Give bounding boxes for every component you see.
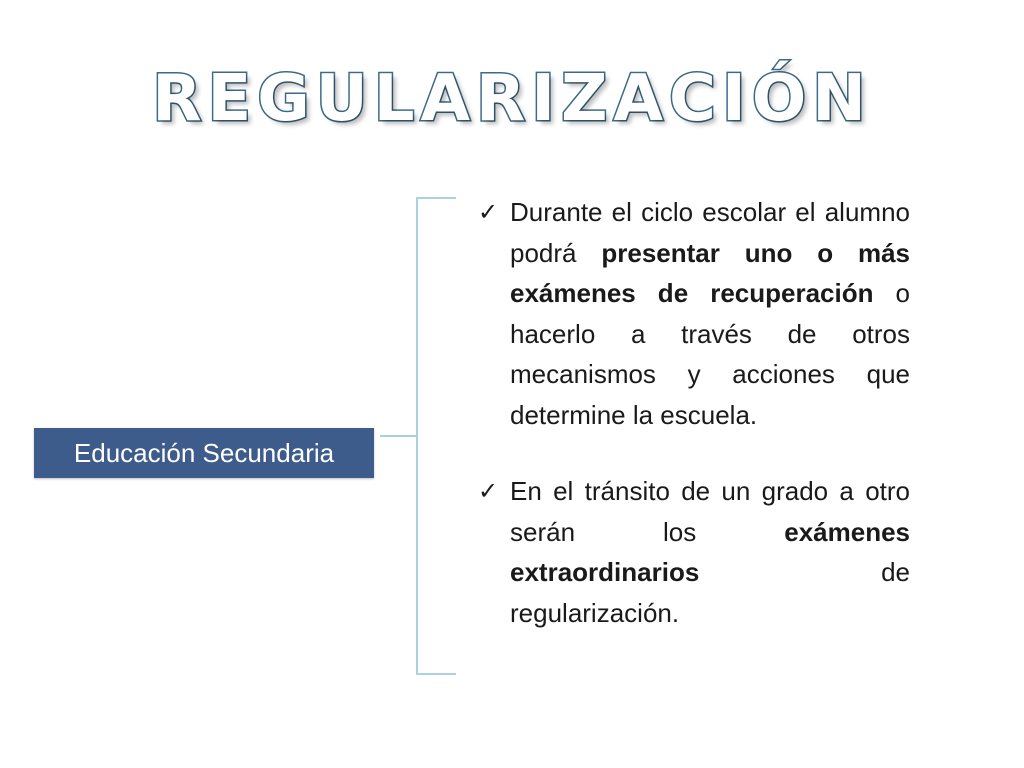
bullet-list xyxy=(476,192,910,633)
bullet-text: de regularización. xyxy=(510,557,910,628)
connector-line xyxy=(380,435,418,437)
bullet-bold-text: exámenes extraordinarios xyxy=(510,516,910,587)
bracket-bottom xyxy=(416,673,456,675)
bullet-text: En el tránsito de un grado a otro serán los xyxy=(510,476,910,547)
bracket-vertical xyxy=(416,197,418,675)
bullet-item-2 xyxy=(476,471,910,633)
bullet-bold-text: presentar uno o más exámenes de recuperación xyxy=(510,237,910,308)
bullet-text: Durante el ciclo escolar el alumno podrá xyxy=(510,197,910,268)
education-level-label: Educación Secundaria xyxy=(73,437,335,468)
bullet-text: o hacerlo a través de otros mecanismos y acciones que determine la escuela. xyxy=(510,278,910,430)
bracket-top xyxy=(416,197,456,199)
education-level-box xyxy=(34,428,374,478)
bullet-item-1 xyxy=(476,192,910,435)
check-icon: ✓ xyxy=(478,198,499,226)
check-icon: ✓ xyxy=(478,477,499,505)
slide-title: REGULARIZACIÓN xyxy=(152,62,872,136)
